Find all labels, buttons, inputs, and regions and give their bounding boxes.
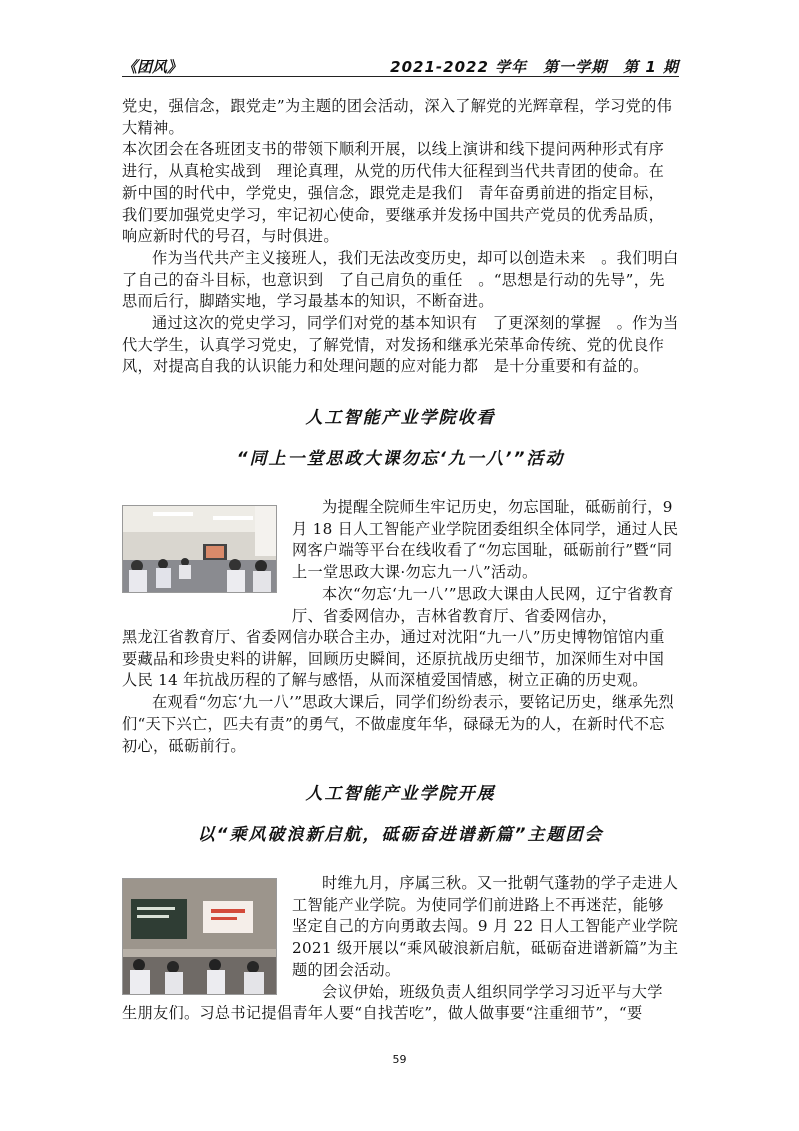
paragraph: 时维九月，序属三秋。又一批朝气蓬勃的学子走进人工智能产业学院。为使同学们前进路上不再迷茫，能够坚定自己的方向勇敢去闯。9 月 22 日人工智能产业学院 2021 级开展以“乘风破浪新启航，砥砺奋进谱新篇”为主题的团会活动。	[292, 874, 679, 979]
paragraph: 本次团会在各班团支书的带领下顺利开展，以线上演讲和线下提问两种形式有序进行，从真枪实战到 理论真理，从党的历代伟大征程到当代共青团的使命。在新中国的时代中，学党史，强信念，跟党走是我们 青年奋勇前进的指定目标，我们要加强党史学习，牢记初心使命，要继承并发扬中国共产党员的优秀品质，响应新时代的号召，与时俱进。	[122, 140, 665, 246]
paragraph: 作为当代共产主义接班人，我们无法改变历史，却可以创造未来 。我们明白了自己的奋斗目标，也意识到 了自己肩负的重任 。“思想是行动的先导”，先思而后行，脚踏实地，学习最基本的知识，不断奋进。	[122, 248, 679, 311]
section2-title-line1: 人工智能产业学院收看	[305, 408, 496, 428]
paragraph: 黑龙江省教育厅、省委网信办联合主办，通过对沈阳“九一八”历史博物馆馆内重要藏品和珍贵史料的讲解，回顾历史瞬间，还原抗战历史细节，加深师生对中国人民 14 年抗战历程的了解与感悟，从而深植爱国情感，树立正确的历史观。	[122, 628, 665, 690]
page-header	[122, 50, 679, 77]
paragraph: 生朋友们。习总书记提倡青年人要“自找苦吃”，做人做事要“注重细节”，“要	[122, 1004, 643, 1022]
paragraph: 党史，强信念，跟党走”为主题的团会活动，深入了解党的光辉章程，学习党的伟大精神。	[122, 97, 673, 137]
paragraph: 通过这次的党史学习，同学们对党的基本知识有 了更深刻的掌握 。作为当代大学生，认真学习党史，了解党情，对发扬和继承光荣革命传统、党的优良作风，对提高自我的认识能力和处理问题的应对能力都 是十分重要和有益的。	[122, 314, 679, 376]
section3-wrapped-text	[292, 873, 679, 1003]
section2-body	[122, 627, 679, 757]
paragraph: 为提醒全院师生牢记历史，勿忘国耻，砥砺前行，9 月 18 日人工智能产业学院团委组织全体同学，通过人民网客户端等平台在线收看了“勿忘国耻，砥砺前行”暨“同上一堂思政大课·勿忘九一八”活动。	[292, 498, 679, 582]
section3-title-line2: 以“乘风破浪新启航，砥砺奋进谱新篇”主题团会	[197, 825, 604, 845]
journal-name: 《团风》	[122, 58, 183, 76]
section3-body	[122, 1003, 679, 1025]
page-number: 59	[392, 1053, 407, 1066]
paragraph: 在观看“勿忘‘九一八’”思政大课后，同学们纷纷表示，要铭记历史，继承先烈们“天下兴亡，匹夫有责”的勇气，不做虚度年华，碌碌无为的人，在新时代不忘初心，砥砺前行。	[122, 693, 674, 755]
section1-body	[122, 96, 679, 378]
classroom-photo-lecture	[122, 505, 277, 593]
section3-title-line1: 人工智能产业学院开展	[305, 784, 496, 804]
section2-title-line2: “同上一堂思政大课勿忘‘九一八’”活动	[236, 449, 565, 469]
classroom-photo-meeting	[122, 878, 277, 995]
paragraph: 会议伊始，班级负责人组织同学学习习近平与大学	[322, 982, 663, 1001]
section2-wrapped-text	[292, 497, 679, 627]
paragraph: 本次“勿忘‘九一八’”思政大课由人民网，辽宁省教育厅、省委网信办，吉林省教育厅、省委网信办，	[292, 584, 674, 625]
issue-info: 2021-2022 学年 第一学期 第 1 期	[390, 58, 679, 76]
